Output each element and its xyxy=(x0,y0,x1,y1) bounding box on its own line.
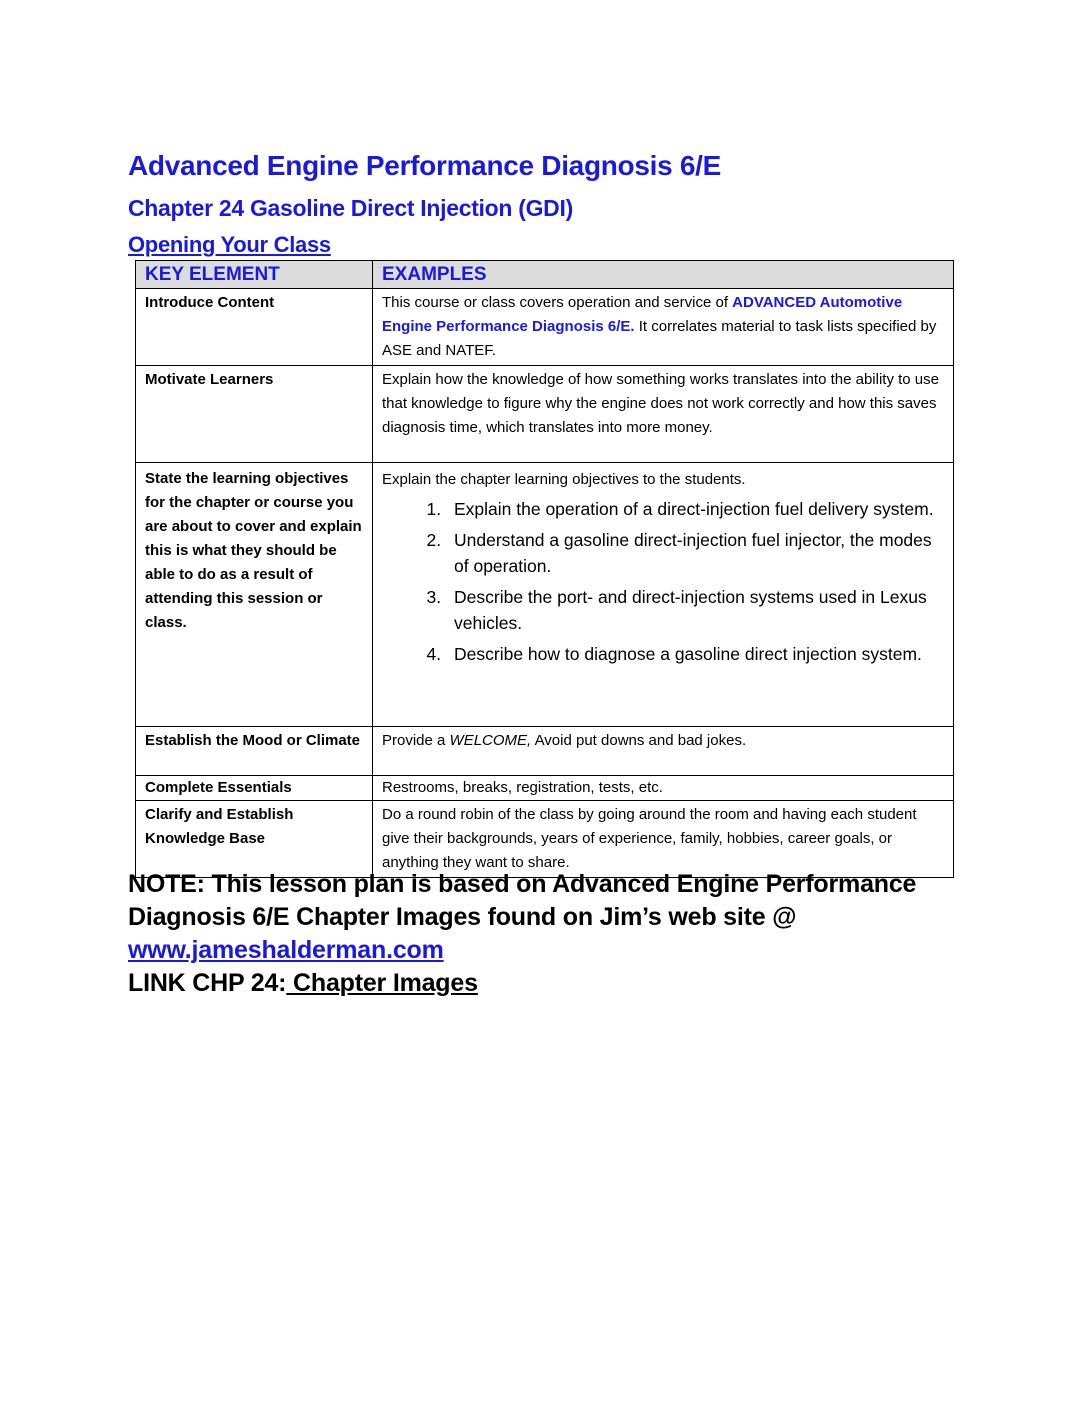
chapter-images-link[interactable]: Chapter Images xyxy=(286,969,478,997)
book-title-highlight: ADVANCED Automotive Engine Performance Diagnosis 6/E. xyxy=(382,294,903,335)
table-header-row xyxy=(136,261,954,289)
welcome-text: WELCOME, xyxy=(449,732,532,749)
header-key-element: KEY ELEMENT xyxy=(136,261,373,289)
example-cell xyxy=(373,727,954,776)
key-cell: Introduce Content xyxy=(136,289,373,366)
chapter-title: Chapter 24 Gasoline Direct Injection (GDI) xyxy=(128,195,573,221)
example-cell xyxy=(373,289,954,366)
table-row xyxy=(136,463,954,727)
lesson-table xyxy=(135,260,954,878)
table-row xyxy=(136,366,954,463)
table-row xyxy=(136,289,954,366)
text: Provide a xyxy=(382,732,450,749)
key-cell: Complete Essentials xyxy=(136,776,373,801)
example-cell: Do a round robin of the class by going around the room and having each student give their backgrounds, years of experience, family, hobbies, career goals, or anything they want to share. xyxy=(373,801,954,878)
text: This course or class covers operation and service of xyxy=(382,294,733,311)
example-cell: Explain how the knowledge of how something works translates into the ability to use that knowledge to figure why the engine does not work correctly and how this saves diagnosis time, which translates into more money. xyxy=(373,366,954,463)
table-row xyxy=(136,776,954,801)
objectives-list xyxy=(382,496,944,667)
list-item: 4. Describe how to diagnose a gasoline direct injection system. xyxy=(446,641,944,667)
table-row xyxy=(136,727,954,776)
text: It correlates material to task lists specified by ASE and NATEF. xyxy=(382,318,937,359)
table-row xyxy=(136,801,954,878)
objectives-intro: Explain the chapter learning objectives to the students. xyxy=(382,471,746,488)
section-heading: Opening Your Class xyxy=(128,232,331,257)
list-item: 1. Explain the operation of a direct-injection fuel delivery system. xyxy=(446,496,944,522)
key-cell: State the learning objectives for the chapter or course you are about to cover and explain this is what they should be able to do as a result of attending this session or class. xyxy=(136,463,373,727)
note-text: NOTE: This lesson plan is based on Advanced Engine Performance Diagnosis 6/E Chapter Images found on Jim’s web site @ xyxy=(128,870,917,931)
list-item: 2. Understand a gasoline direct-injection fuel injector, the modes of operation. xyxy=(446,527,944,579)
list-item: 3. Describe the port- and direct-injection systems used in Lexus vehicles. xyxy=(446,584,944,636)
website-link[interactable]: www.jameshalderman.com xyxy=(128,936,444,964)
text: Avoid put downs and bad jokes. xyxy=(531,732,747,749)
example-cell xyxy=(373,463,954,727)
key-cell: Establish the Mood or Climate xyxy=(136,727,373,776)
example-cell: Restrooms, breaks, registration, tests, etc. xyxy=(373,776,954,801)
document-title: Advanced Engine Performance Diagnosis 6/E xyxy=(128,150,721,181)
header-examples: EXAMPLES xyxy=(373,261,954,289)
link-label: LINK CHP 24: xyxy=(128,969,287,997)
key-cell: Clarify and Establish Knowledge Base xyxy=(136,801,373,878)
key-cell: Motivate Learners xyxy=(136,366,373,463)
note-paragraph xyxy=(128,868,958,1000)
